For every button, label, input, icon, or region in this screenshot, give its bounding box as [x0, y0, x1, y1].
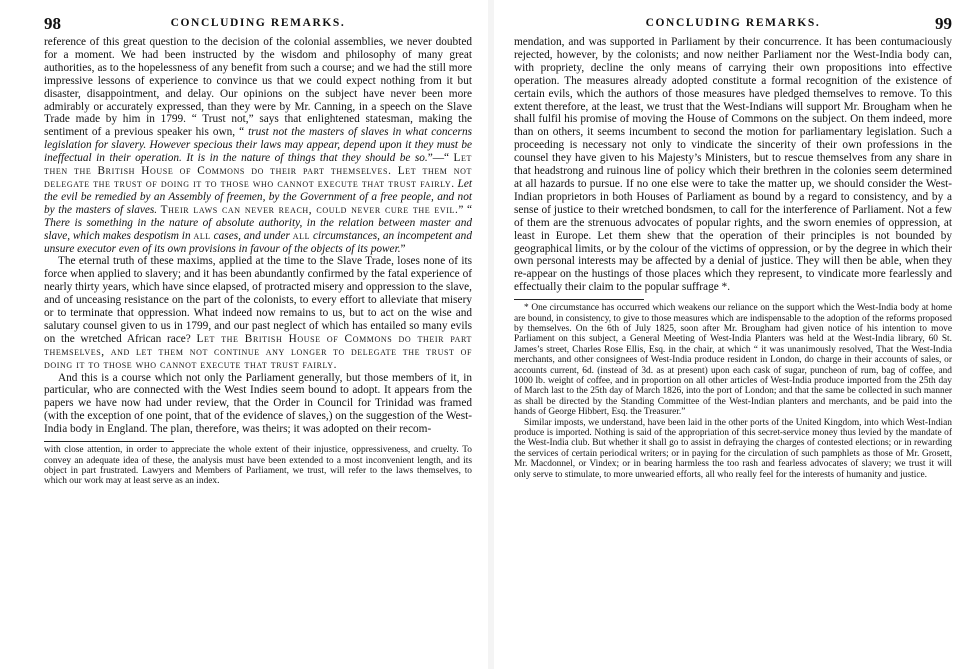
italic-quote: Let the evil be remedied by an Assembly of freemen, by the Government of a free people, and not by the masters of slaves. [44, 177, 472, 216]
right-footnote-2: Similar imposts, we understand, have been laid in the other ports of the United Kingdom, into which West-Indian produce is imported. Nothing is said of the appropriation of this secret-service money thus levied by the mandate of the West-India club. But whether it shall go to assist in defraying the charges of contested elections; or in rewarding the services of certain periodical writers; or in paying for the circulation of such pamphlets as those of Mr. Grosett, Mr. Macdonnel, or Vindex; or in bearing harmless the too rash and fearless advocates of slavery; we trust it will only serve to stimulate, to more unwearied efforts, all who really feel for the interests of humanity and justice. [514, 417, 952, 480]
right-page-number: 99 [935, 14, 952, 33]
small-caps-quote: all [292, 229, 311, 242]
right-page [498, 0, 980, 669]
text-run: mendation, and was supported in Parliament by their concurrence. It has been contumaciously rejected, however, by the colonists; and now neither Parliament nor the West-India body can, with propriety, decline the only means of carrying their own propositions into effective operation. The measures already adopted constitute a formal recognition of the existence of certain evils, which the authors of those measures have pledged themselves to remove. To this extent therefore, at the least, we trust that the West-Indians will support Mr. Brougham when he shall fulfil his promise of moving the House of Commons on the subject. On them indeed, more than on others, it seems incumbent to second the motion for parliamentary legislation. Such a proceeding is necessary not only to vindicate the sincerity of their own professions in the counsel they have given to his Majesty’s Ministers, but to rescue themselves from any share in that headstrong and ruinous line of policy which their brethren in the colonies seem determined at all hazards to pursue. If no one else were to take the matter up, we should consider the West-Indian proprietors in both Houses of Parliament as bound by a regard to consistency, and by a sense of justice to their wretched bondsmen, to call for the interference of Parliament. Not a few of them are the strenuous advocates of popular rights, and the sworn enemies of oppression, at least in Europe. Let them shew that the operation of their principles is not bounded by geographical limits, or by the colour of the victims of oppression, or by the degree in which their own personal interests may be affected by a denial of justice. They will then be able, when they re-appear on the hustings of those places which they represent, to vindicate more fearlessly and effectually their claim to the popular suffrage *. [514, 36, 952, 294]
left-page-header [44, 14, 472, 36]
italic-quote: trust not the masters of slaves in what concerns legislation for slavery. However specious their laws may appear, depend upon it they must be ineffectual in their operation. It is in the nature of things that they should be so. [44, 126, 472, 165]
italic-quote: cases, and under [210, 229, 293, 242]
left-footnotes [44, 445, 472, 487]
right-footnote-rule [514, 299, 644, 300]
left-footnote-1: with close attention, in order to appreciate the whole extent of their injustice, oppressiveness, and cruelty. To convey an adequate idea of these, the analysis must have been extended to a most inconvenient length, and its object in part frustrated. Lawyers and Members of Parliament, we trust, will refer to the laws themselves, to which our work may at least serve as an index. [44, 445, 472, 487]
text-run: The eternal truth of these maxims, applied at the time to the Slave Trade, loses none of its force when applied to slavery; and it has been abundantly confirmed by the fatal experience of nearly thirty years, which have since elapsed, of protracted misery and oppression to the slave, and of unceasing resistance on the part of the colonists, to every effort to alleviate that misery or to terminate that oppression. What indeed now remains to us, but to act on the wise and salutary counsel given to us in 1799, and our past neglect of which has entailed so many evils on the wretched African race? [44, 255, 472, 345]
left-page [0, 0, 486, 669]
right-body-text [514, 36, 952, 294]
book-gutter [488, 0, 494, 669]
small-caps-quote: Let the British House of Commons do their part themselves, and let them not continue any longer to delegate the trust of doing it to those who cannot execute that trust fairly. [44, 332, 473, 371]
left-paragraph-1 [44, 36, 472, 255]
small-caps-quote: Their laws can never reach, could never cure the evil. [160, 203, 459, 216]
left-paragraph-3 [44, 372, 472, 437]
text-run: reference of this great question to the decision of the colonial assemblies, we never doubted for a moment. We had been instructed by the wisdom and philosophy of many great authorities, as to the hopelessness of any benefit from such a course; and we had the still more impressive lessons of experience to convince us that we could expect nothing from it but disaster, disappointment, and delay. Our opinions on the subject have never been more admirably or accurately expressed, than they were by Mr. Canning, in a speech on the Slave Trade made by him in 1799. “ Trust not,” says that enlightened statesman, making the sentiment of a previous speaker his own, “ [44, 36, 472, 139]
right-running-head: CONCLUDING REMARKS. [645, 17, 821, 29]
right-paragraph-1 [514, 36, 952, 294]
left-running-head: CONCLUDING REMARKS. [170, 17, 346, 29]
right-footnote-1: * One circumstance has occurred which weakens our reliance on the support which the West-India body at home are bound, in consistency, to give to those measures which are indispensable to the adoption of the reforms proposed by themselves. On the 6th of July 1825, soon after Mr. Brougham had given notice of his intention to move Parliament on this subject, a General Meeting of West-India Planters was held at the West-India library, 60 St. James’s street, Charles Rose Ellis, Esq. in the chair, at which “ it was unanimously resolved, That the West-India merchants, and other consignees of West-India produce resident in London, do charge in their accounts of sales, or accounts current, 6d. (instead of 3d. as at present) upon each cask of sugar, puncheon of rum, bag of coffee, and 1000 lb. weight of coffee, and in proportion on all other articles of West-India produce imported from the 25th day of March last to the 25th day of March 1826, into the port of London; and that the same be collected in such manner as shall be directed by the Standing Committee of the West-Indian planters and merchants, and be paid into the hands of George Hibbert, Esq. the Treasurer.” [514, 303, 952, 418]
right-footnotes [514, 303, 952, 480]
italic-quote: There is something in the nature of absolute authority, in the relation between master and slave, which makes despotism in [44, 216, 472, 242]
small-caps-quote: Let then the British House of Commons do their part themselves. Let them not delegate the trust of doing it to those who cannot execute that trust fairly. [44, 152, 472, 190]
text-run: ” [400, 242, 406, 255]
right-page-header [514, 14, 952, 36]
text-run: ”—“ [427, 152, 454, 165]
left-paragraph-2 [44, 255, 472, 371]
left-page-number: 98 [44, 14, 61, 33]
italic-quote: circumstances, an incompetent and unsure executor even of its own provisions in favour of the objects of its power. [44, 229, 472, 255]
small-caps-quote: all [193, 229, 211, 242]
left-footnote-rule [44, 441, 174, 442]
text-run: And this is a course which not only the Parliament generally, but those members of it, in particular, who are connected with the West Indies seem bound to adopt. It appears from the papers we have now had under review, that the Order in Council for Trinidad was framed (with the exception of one point, that of the evidence of slaves,) on the suggestion of the West-India body in England. The plan, therefore, was theirs; it was adopted on their recom- [44, 371, 472, 436]
left-body-text [44, 36, 472, 436]
text-run: ” “ [458, 203, 473, 216]
